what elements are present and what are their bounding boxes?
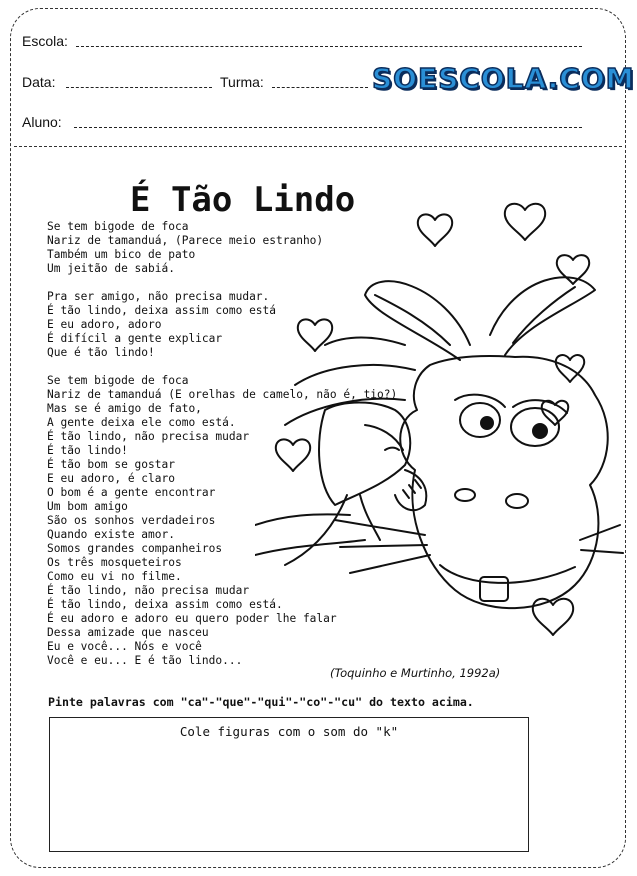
poem-line: É tão lindo!: [47, 444, 128, 457]
poem-line: Que é tão lindo!: [47, 346, 155, 359]
poem-line: Um bom amigo: [47, 500, 128, 513]
poem-line: Se tem bigode de foca: [47, 374, 189, 387]
aluno-line: [74, 127, 582, 128]
poem-line: Nariz de tamanduá, (Parece meio estranho): [47, 234, 324, 247]
paste-box-label: Cole figuras com o som do "k": [179, 724, 399, 739]
poem-line: É tão bom se gostar: [47, 458, 175, 471]
activity-instruction: Pinte palavras com "ca"-"que"-"qui"-"co"-"cu" do texto acima.: [48, 695, 474, 709]
site-logo: SOESCOLA.COM: [372, 62, 635, 95]
poem-line: Um jeitão de sabiá.: [47, 262, 175, 275]
poem-line: Somos grandes companheiros: [47, 542, 223, 555]
poem-line: E eu adoro, adoro: [47, 318, 162, 331]
data-line: [66, 87, 212, 88]
poem-line: Dessa amizade que nasceu: [47, 626, 209, 639]
heart-icon: [418, 214, 452, 246]
escola-label: Escola:: [22, 33, 68, 49]
heart-icon: [505, 204, 545, 240]
poem-line: É tão lindo, deixa assim como está: [47, 304, 277, 317]
poem-line: Eu e você... Nós e você: [47, 640, 202, 653]
poem-line: É tão lindo, deixa assim como está.: [47, 598, 283, 611]
header-separator: [14, 146, 622, 147]
turma-label: Turma:: [220, 74, 264, 90]
poem-line: É tão lindo, não precisa mudar: [47, 430, 250, 443]
poem-line: Os três mosqueteiros: [47, 556, 182, 569]
heart-icon: [557, 255, 589, 284]
data-label: Data:: [22, 74, 56, 90]
poem-line: Como eu vi no filme.: [47, 570, 182, 583]
poem-line: Pra ser amigo, não precisa mudar.: [47, 290, 270, 303]
poem-line: Se tem bigode de foca: [47, 220, 189, 233]
poem-text: [47, 220, 397, 668]
turma-line: [272, 87, 368, 88]
poem-line: Mas se é amigo de fato,: [47, 402, 202, 415]
poem-title: É Tão Lindo: [130, 180, 356, 220]
poem-line: A gente deixa ele como está.: [47, 416, 236, 429]
poem-line: O bom é a gente encontrar: [47, 486, 216, 499]
poem-line: É tão lindo, não precisa mudar: [47, 584, 250, 597]
poem-line: É eu adoro e adoro eu quero poder lhe falar: [47, 612, 337, 625]
poem-line: Nariz de tamanduá (E orelhas de camelo, não é, tio?): [47, 388, 398, 401]
poem-line: E eu adoro, é claro: [47, 472, 175, 485]
poem-line: São os sonhos verdadeiros: [47, 514, 216, 527]
escola-line: [76, 46, 582, 47]
poem-credit: (Toquinho e Murtinho, 1992a): [330, 666, 501, 680]
poem-line: Você e eu... E é tão lindo...: [47, 654, 243, 667]
poem-line: Também um bico de pato: [47, 248, 196, 261]
poem-line: É difícil a gente explicar: [47, 332, 223, 345]
paste-pictures-box[interactable]: [49, 717, 529, 852]
poem-line: Quando existe amor.: [47, 528, 175, 541]
aluno-label: Aluno:: [22, 114, 62, 130]
